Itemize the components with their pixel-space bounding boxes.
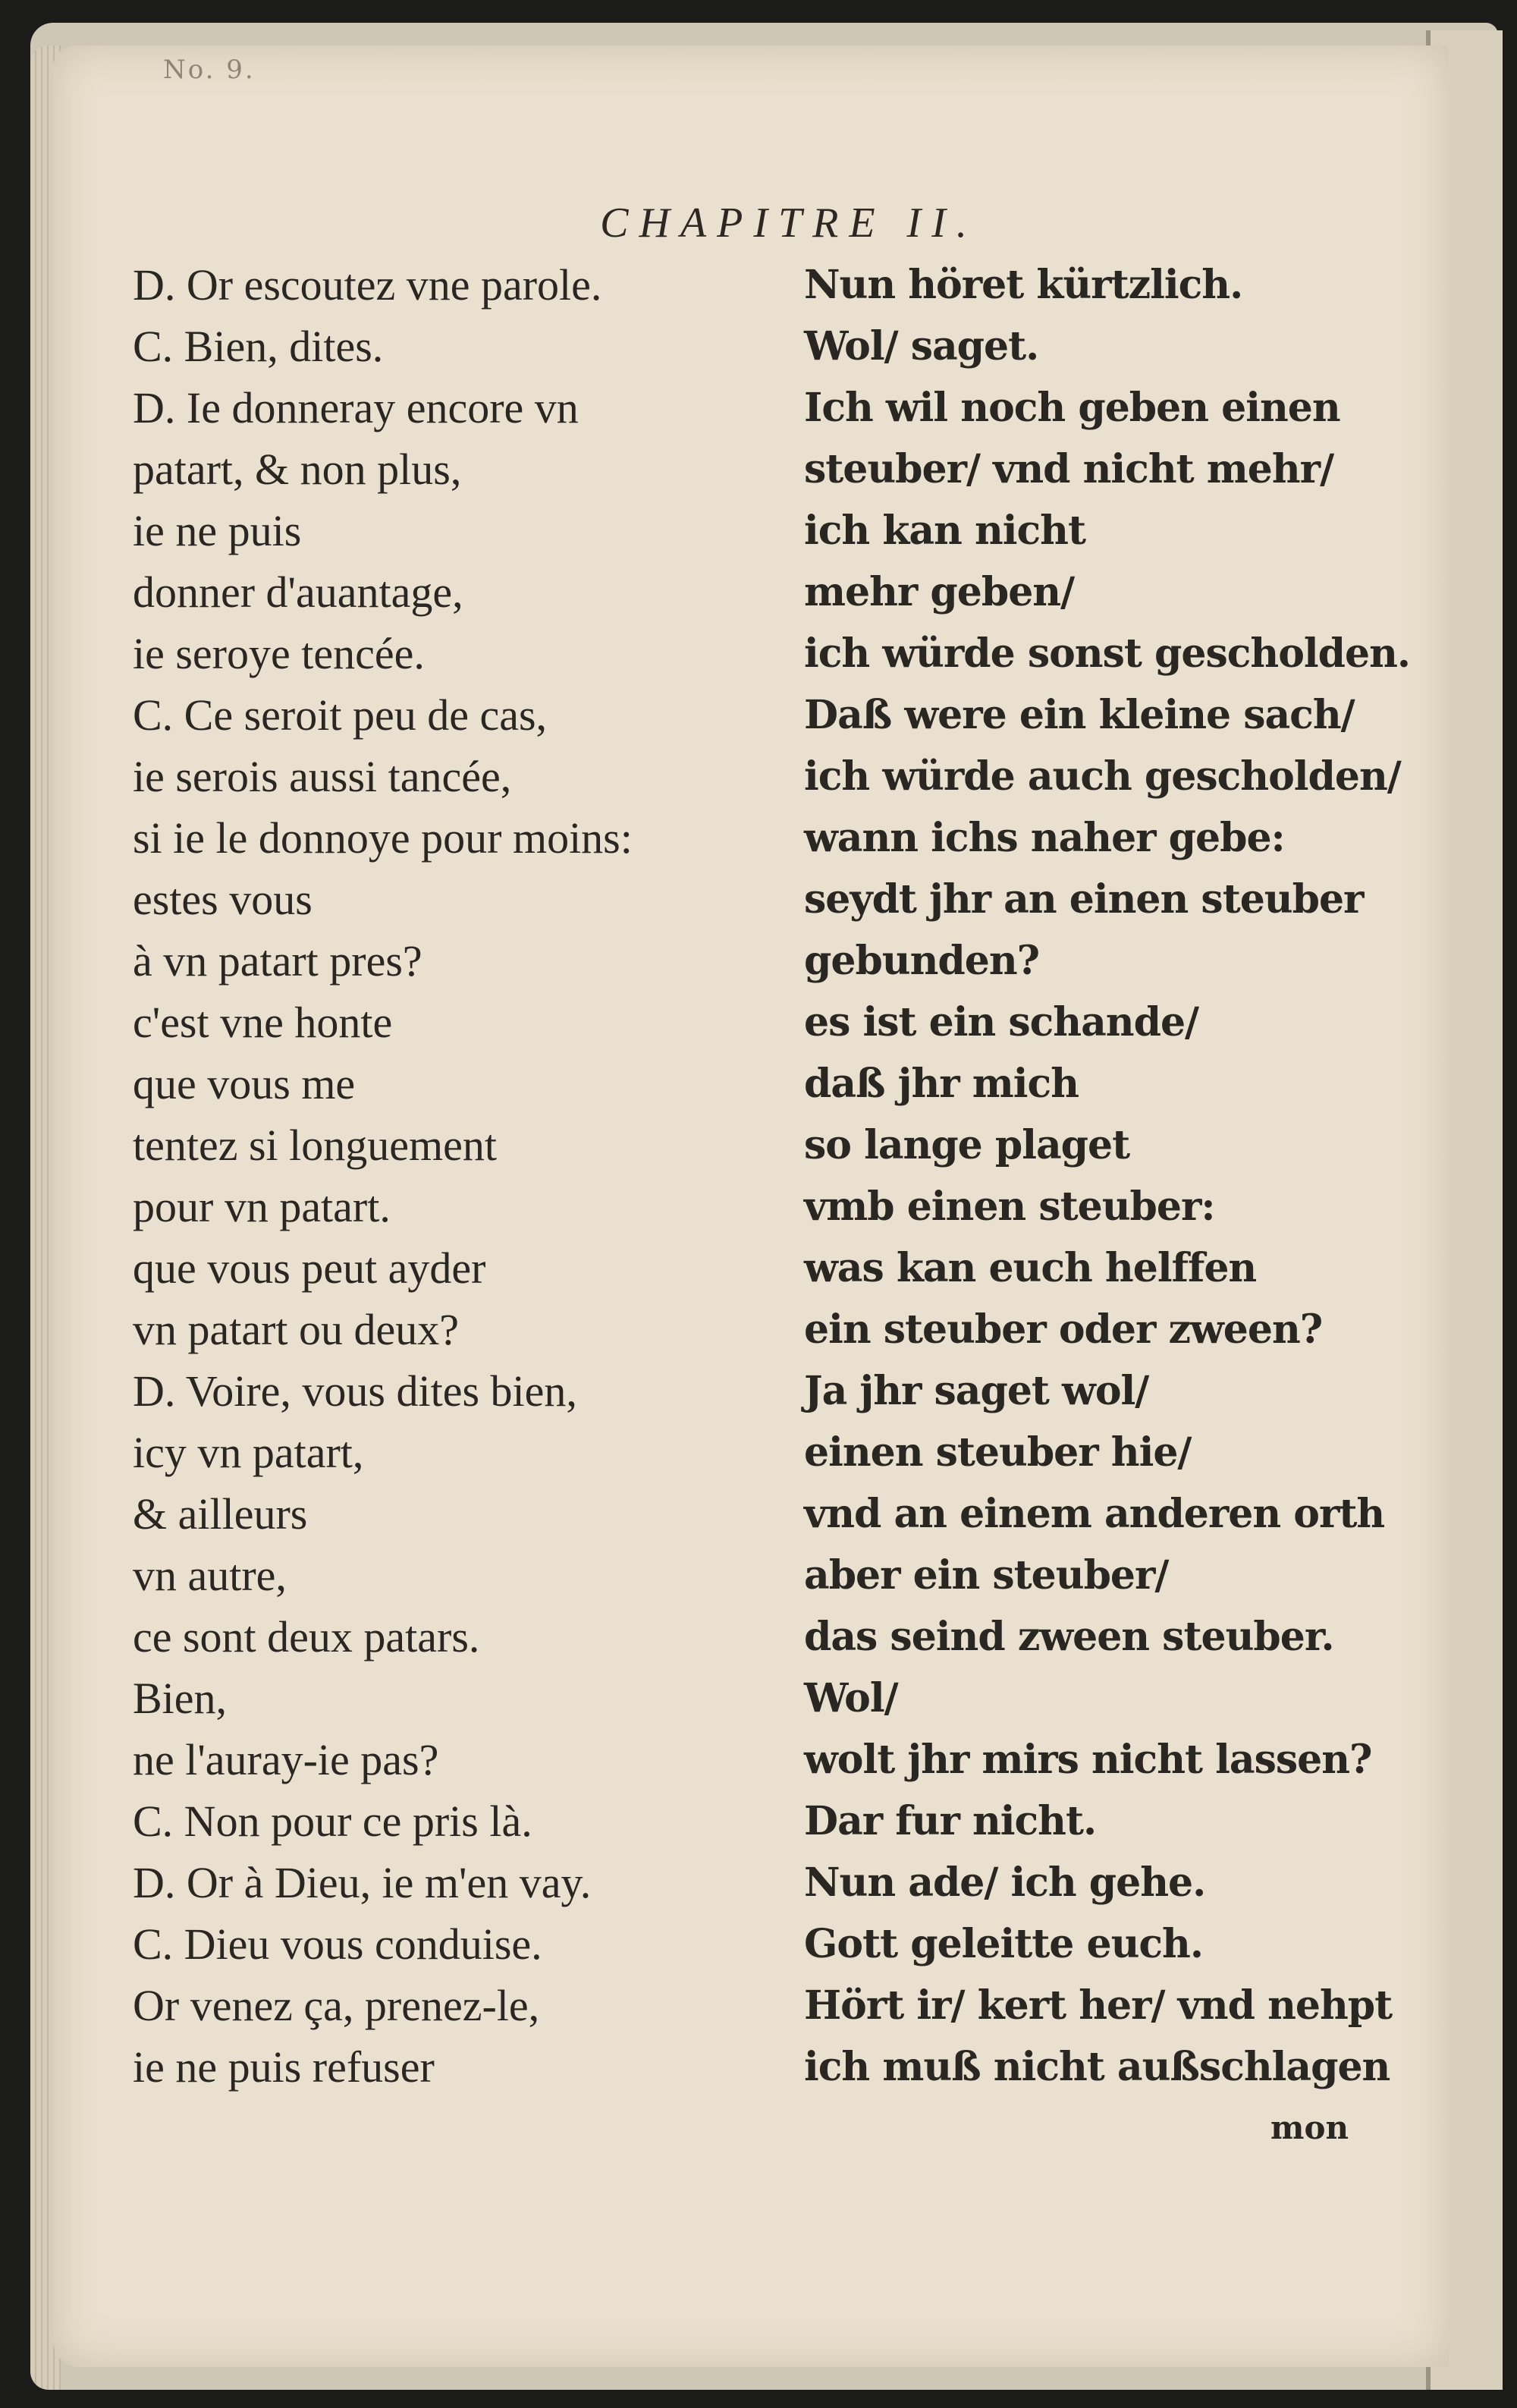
- french-line: & ailleurs: [133, 1489, 308, 1539]
- french-line: Or venez ça, prenez-le,: [133, 1981, 540, 2030]
- german-line: mehr geben/: [804, 569, 1075, 615]
- german-line: ein steuber oder zween?: [804, 1306, 1323, 1353]
- french-line: Bien,: [133, 1674, 228, 1723]
- german-line: aber ein steuber/: [804, 1552, 1169, 1599]
- german-line: Daß were ein kleine sach/: [804, 692, 1355, 738]
- german-line: gebunden?: [804, 938, 1040, 984]
- german-line: das seind zween steuber.: [804, 1614, 1334, 1660]
- french-line: C. Bien, dites.: [133, 322, 384, 371]
- french-line: vn autre,: [133, 1551, 287, 1600]
- german-line: Nun ade/ ich gehe.: [804, 1859, 1206, 1906]
- french-line: vn patart ou deux?: [133, 1305, 460, 1354]
- french-line: donner d'auantage,: [133, 567, 463, 617]
- german-column: [804, 254, 1410, 2098]
- german-line: ich würde sonst gescholden.: [804, 630, 1410, 677]
- french-line: D. Ie donneray encore vn: [133, 383, 579, 432]
- german-line: so lange plaget: [804, 1122, 1130, 1168]
- french-column: [133, 254, 808, 2098]
- german-line: ich kan nicht: [804, 508, 1086, 554]
- french-line: tentez si longuement: [133, 1121, 497, 1170]
- german-line: wann ichs naher gebe:: [804, 815, 1285, 861]
- french-line: D. Or escoutez vne parole.: [133, 260, 602, 310]
- french-line: ie ne puis: [133, 506, 302, 555]
- french-line: ie seroye tencée.: [133, 629, 425, 678]
- french-line: si ie le donnoye pour moins:: [133, 813, 633, 863]
- german-line: es ist ein schande/: [804, 999, 1199, 1045]
- french-line: estes vous: [133, 875, 313, 924]
- french-line: D. Or à Dieu, ie m'en vay.: [133, 1858, 592, 1907]
- french-line: c'est vne honte: [133, 998, 393, 1047]
- german-line: seydt jhr an einen steuber: [804, 876, 1364, 923]
- french-line: ne l'auray-ie pas?: [133, 1735, 439, 1784]
- german-line: vnd an einem anderen orth: [804, 1491, 1385, 1537]
- german-line: vmb einen steuber:: [804, 1184, 1215, 1230]
- german-line: Wol/ saget.: [804, 323, 1039, 369]
- french-line: que vous me: [133, 1059, 356, 1108]
- catchword: mon: [1270, 2109, 1349, 2146]
- french-line: pour vn patart.: [133, 1182, 391, 1231]
- german-line: Ja jhr saget wol/: [804, 1368, 1149, 1414]
- german-line: Dar fur nicht.: [804, 1798, 1097, 1844]
- french-line: C. Ce seroit peu de cas,: [133, 690, 548, 740]
- german-line: wolt jhr mirs nicht lassen?: [804, 1737, 1372, 1783]
- french-line: ie serois aussi tancée,: [133, 752, 512, 801]
- french-line: à vn patart pres?: [133, 936, 422, 986]
- french-line: que vous peut ayder: [133, 1243, 486, 1293]
- german-line: Hört ir/ kert her/ vnd nehpt: [804, 1982, 1393, 2029]
- french-line: ie ne puis refuser: [133, 2042, 435, 2092]
- german-line: einen steuber hie/: [804, 1429, 1192, 1476]
- german-line: ich muß nicht außschlagen: [804, 2044, 1390, 2090]
- german-line: Wol/: [804, 1675, 898, 1721]
- german-line: daß jhr mich: [804, 1061, 1079, 1107]
- german-line: Nun höret kürtzlich.: [804, 262, 1243, 308]
- french-line: C. Dieu vous conduise.: [133, 1919, 542, 1969]
- german-line: ich würde auch gescholden/: [804, 753, 1401, 800]
- french-line: patart, & non plus,: [133, 445, 462, 494]
- french-line: ce sont deux patars.: [133, 1612, 480, 1661]
- german-line: steuber/ vnd nicht mehr/: [804, 446, 1334, 492]
- german-line: was kan euch helffen: [804, 1245, 1257, 1291]
- german-line: Gott geleitte euch.: [804, 1921, 1203, 1967]
- chapter-title: CHAPITRE II.: [600, 200, 978, 247]
- ink-mark: No. 9.: [163, 55, 256, 85]
- german-line: Ich wil noch geben einen: [804, 385, 1340, 431]
- french-line: icy vn patart,: [133, 1428, 364, 1477]
- french-line: C. Non pour ce pris là.: [133, 1797, 532, 1846]
- french-line: D. Voire, vous dites bien,: [133, 1366, 577, 1416]
